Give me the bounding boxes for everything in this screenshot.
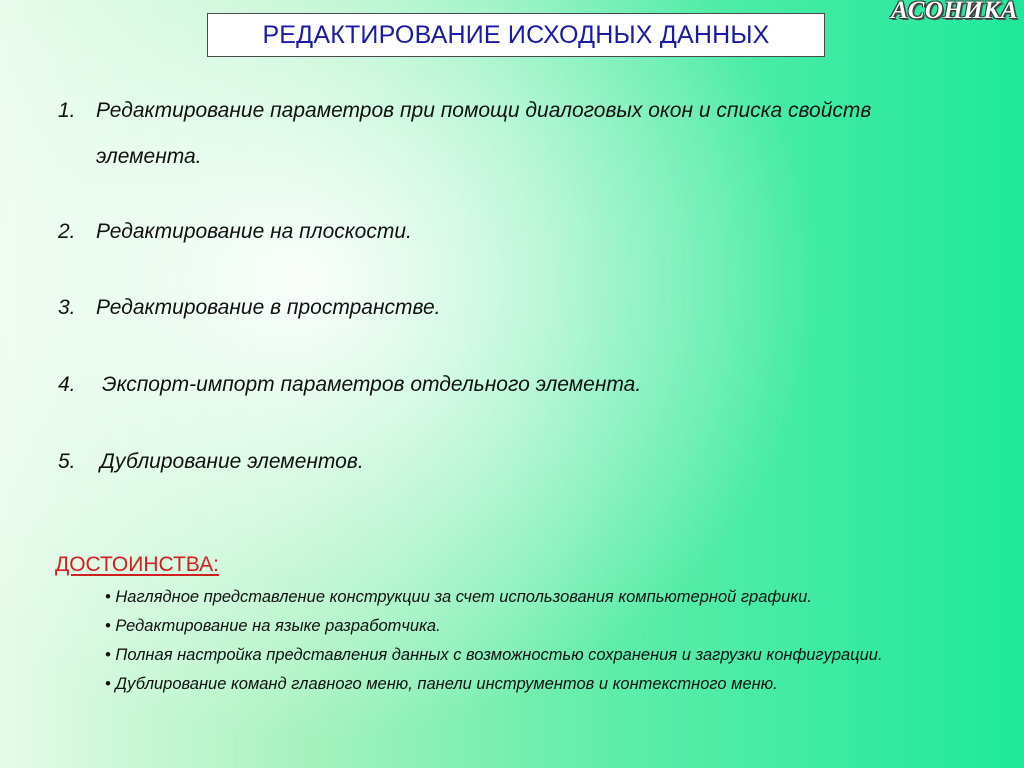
list-item-number: 1. [58, 99, 76, 122]
list-item-number: 5. [58, 450, 76, 473]
slide-title: РЕДАКТИРОВАНИЕ ИСХОДНЫХ ДАННЫХ [262, 20, 770, 49]
list-item-5 [58, 439, 938, 485]
list-item-3 [58, 285, 938, 331]
advantage-item: • Наглядное представление конструкции за счет использования компьютерной графики. [105, 588, 812, 606]
list-item-number: 4. [58, 373, 76, 396]
list-item-text: Дублирование элементов. [100, 450, 364, 473]
list-item-2 [58, 209, 938, 255]
advantage-item: • Редактирование на языке разработчика. [105, 617, 441, 635]
list-item-number: 3. [58, 296, 76, 319]
advantages-heading: ДОСТОИНСТВА: [55, 553, 219, 576]
list-item-number: 2. [58, 220, 76, 243]
list-item-text: Редактирование параметров при помощи диалоговых окон и списка свойств элемента. [96, 99, 872, 168]
slide-title-box [207, 13, 825, 57]
list-item-1 [58, 88, 938, 180]
asonika-logo: АСОНИКА [891, 0, 1018, 24]
list-item-4 [58, 362, 938, 408]
advantages-list [105, 583, 965, 699]
advantage-item: • Полная настройка представления данных с возможностью сохранения и загрузки конфигурации. [105, 646, 883, 664]
advantage-item: • Дублирование команд главного меню, панели инструментов и контекстного меню. [105, 675, 778, 693]
list-item-text: Редактирование на плоскости. [96, 220, 412, 243]
list-item-text: Редактирование в пространстве. [96, 296, 441, 319]
list-item-text: Экспорт-импорт параметров отдельного элемента. [102, 373, 642, 396]
